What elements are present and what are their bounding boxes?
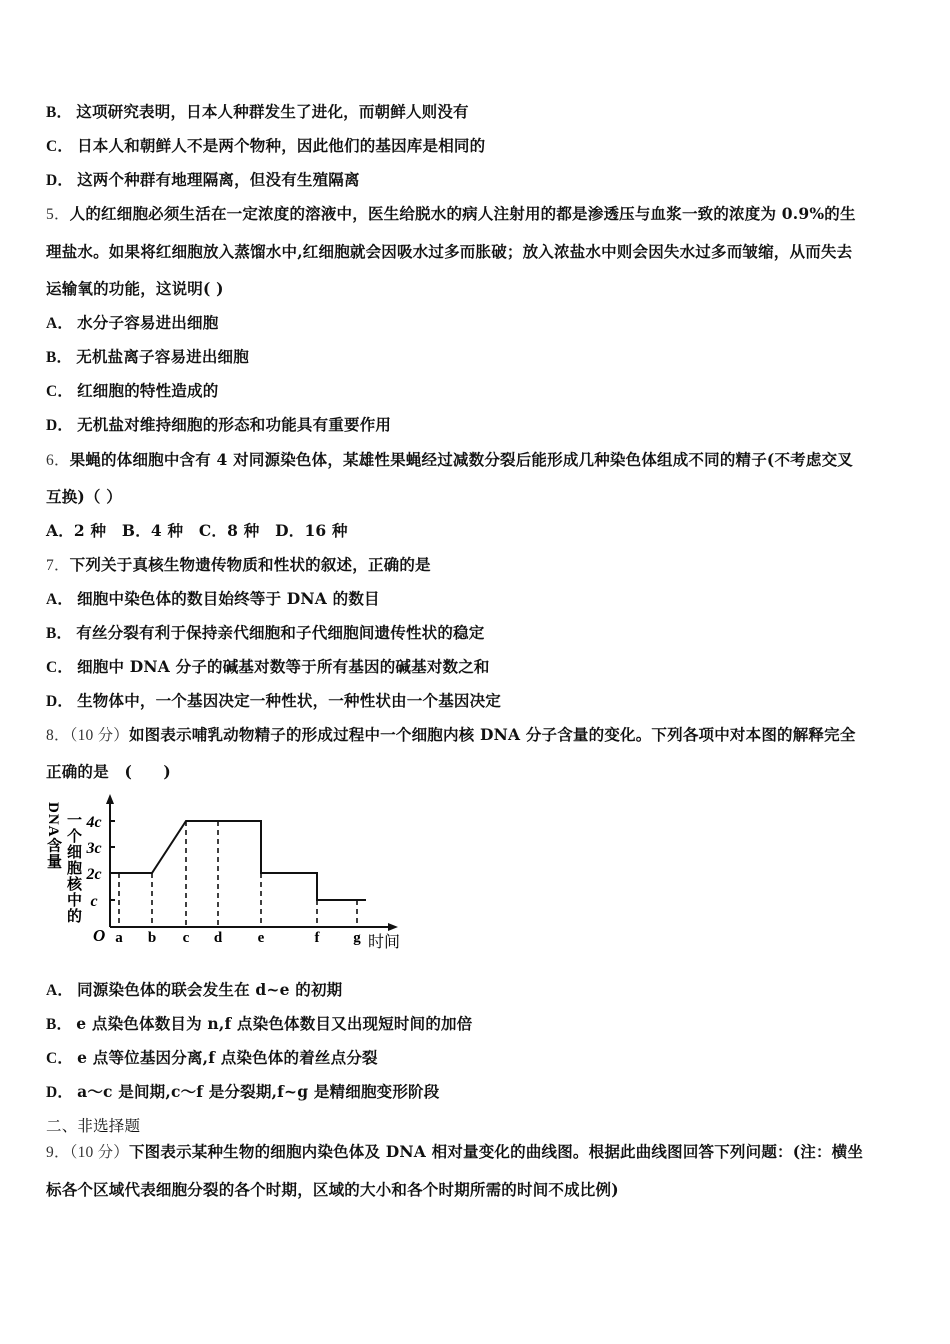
option-text: 无机盐离子容易进出细胞 bbox=[76, 347, 249, 366]
q7-option-d bbox=[46, 691, 501, 712]
option-text: 同源染色体的联会发生在 d~e 的初期 bbox=[77, 980, 343, 999]
y-axis-label bbox=[45, 802, 83, 924]
y-axis-arrow-icon bbox=[106, 794, 114, 804]
option-text: a～c 是间期,c～f 是分裂期,f~g 是精细胞变形阶段 bbox=[77, 1082, 440, 1101]
option-label: C． bbox=[46, 383, 74, 400]
options-inline: A．2 种 B．4 种 C．8 种 D．16 种 bbox=[46, 521, 348, 540]
q8-option-a bbox=[46, 980, 342, 1001]
question-number: 9． bbox=[46, 1144, 70, 1161]
q5-option-b bbox=[46, 347, 249, 368]
option-label: B． bbox=[46, 625, 73, 642]
question-text: 果蝇的体细胞中含有 4 对同源染色体，某雄性果蝇经过减数分裂后能形成几种染色体组成不同的精子(不考虑交叉 bbox=[69, 450, 853, 469]
q5-stem-line-3 bbox=[46, 279, 224, 299]
svg-text:2c: 2c bbox=[86, 866, 102, 883]
svg-text:d: d bbox=[213, 930, 223, 946]
q4-option-c bbox=[46, 136, 485, 157]
q8-option-c bbox=[46, 1048, 378, 1069]
option-text: e 点染色体数目为 n,f 点染色体数目又出现短时间的加倍 bbox=[76, 1014, 473, 1033]
y-axis-label-col1: 一个细胞核中的 bbox=[65, 812, 81, 924]
q5-stem-line-1 bbox=[46, 204, 856, 225]
y-tick-labels bbox=[85, 814, 101, 910]
svg-text:a: a bbox=[115, 930, 123, 946]
option-text: 无机盐对维持细胞的形态和功能具有重要作用 bbox=[77, 415, 392, 434]
origin-label: O bbox=[93, 926, 106, 945]
q8-option-d bbox=[46, 1082, 439, 1103]
option-label: A． bbox=[46, 315, 74, 332]
q7-option-c bbox=[46, 657, 490, 678]
question-score: （10 分） bbox=[69, 727, 129, 744]
question-number: 8． bbox=[46, 727, 70, 744]
x-tick-labels bbox=[115, 930, 361, 946]
q8-stem-line-2 bbox=[46, 762, 171, 782]
q6-options bbox=[46, 521, 348, 541]
q7-option-b bbox=[46, 623, 484, 644]
q6-stem-line-1 bbox=[46, 450, 853, 471]
option-text: 有丝分裂有利于保持亲代细胞和子代细胞间遗传性状的稳定 bbox=[76, 623, 485, 642]
q5-stem-line-2 bbox=[46, 242, 852, 262]
option-text: 红细胞的特性造成的 bbox=[77, 381, 219, 400]
svg-text:b: b bbox=[147, 930, 157, 946]
option-label: C． bbox=[46, 138, 74, 155]
option-label: D． bbox=[46, 693, 74, 710]
option-label: D． bbox=[46, 172, 74, 189]
option-text: 细胞中染色体的数目始终等于 DNA 的数目 bbox=[77, 589, 380, 608]
q7-option-a bbox=[46, 589, 380, 610]
q4-option-b bbox=[46, 102, 469, 123]
option-label: C． bbox=[46, 659, 74, 676]
question-number: 5． bbox=[46, 206, 70, 223]
option-text: 这两个种群有地理隔离，但没有生殖隔离 bbox=[77, 170, 360, 189]
question-number: 6． bbox=[46, 452, 70, 469]
option-label: A． bbox=[46, 982, 74, 999]
x-axis-label: 时间 bbox=[368, 934, 401, 951]
option-text: 这项研究表明，日本人种群发生了进化，而朝鲜人则没有 bbox=[76, 102, 469, 121]
dna-content-chart bbox=[40, 790, 410, 955]
section-title: 二、非选择题 bbox=[46, 1117, 141, 1135]
question-text: 下图表示某种生物的细胞内染色体及 DNA 相对量变化的曲线图。根据此曲线图回答下列问题：(注：横坐 bbox=[128, 1142, 864, 1161]
option-text: 生物体中，一个基因决定一种性状，一种性状由一个基因决定 bbox=[77, 691, 501, 710]
option-label: C． bbox=[46, 1050, 74, 1067]
q8-stem-line-1 bbox=[46, 725, 856, 746]
option-label: A． bbox=[46, 591, 74, 608]
q9-stem-line-2 bbox=[46, 1180, 619, 1200]
option-text: 水分子容易进出细胞 bbox=[77, 313, 219, 332]
question-text: 标各个区域代表细胞分裂的各个时期，区域的大小和各个时期所需的时间不成比例) bbox=[46, 1180, 619, 1199]
q9-stem-line-1 bbox=[46, 1142, 863, 1163]
q8-option-b bbox=[46, 1014, 472, 1035]
option-label: D． bbox=[46, 417, 74, 434]
dashed-guides bbox=[119, 821, 357, 927]
svg-text:4c: 4c bbox=[86, 814, 102, 831]
svg-text:c: c bbox=[182, 930, 190, 946]
question-text: 互换)（ ） bbox=[46, 487, 122, 506]
svg-text:3c: 3c bbox=[86, 840, 102, 857]
question-text: 如图表示哺乳动物精子的形成过程中一个细胞内核 DNA 分子含量的变化。下列各项中对本图的解释完全 bbox=[128, 725, 856, 744]
question-score: （10 分） bbox=[69, 1144, 129, 1161]
svg-text:g: g bbox=[353, 930, 361, 946]
svg-text:e: e bbox=[257, 930, 265, 946]
q6-stem-line-2 bbox=[46, 487, 122, 507]
option-label: B． bbox=[46, 1016, 73, 1033]
q7-stem bbox=[46, 555, 431, 576]
dna-content-curve bbox=[110, 821, 366, 900]
svg-text:f: f bbox=[314, 930, 320, 946]
x-axis-arrow-icon bbox=[388, 923, 398, 931]
question-text: 下列关于真核生物遗传物质和性状的叙述，正确的是 bbox=[69, 555, 431, 574]
question-text: 人的红细胞必须生活在一定浓度的溶液中，医生给脱水的病人注射用的都是渗透压与血浆一致的浓度为 0.9%的生 bbox=[69, 204, 856, 223]
option-text: 日本人和朝鲜人不是两个物种，因此他们的基因库是相同的 bbox=[77, 136, 486, 155]
question-text: 运输氧的功能，这说明( ) bbox=[46, 279, 224, 298]
axes bbox=[110, 800, 392, 927]
q5-option-d bbox=[46, 415, 391, 436]
option-label: B． bbox=[46, 104, 73, 121]
option-text: e 点等位基因分离,f 点染色体的着丝点分裂 bbox=[77, 1048, 378, 1067]
option-label: D． bbox=[46, 1084, 74, 1101]
q5-option-a bbox=[46, 313, 218, 334]
question-text: 理盐水。如果将红细胞放入蒸馏水中,红细胞就会因吸水过多而胀破；放入浓盐水中则会因失水过多而皱缩，从而失去 bbox=[46, 242, 853, 261]
y-axis-label-col2: DNA含量 bbox=[45, 802, 61, 870]
option-label: B． bbox=[46, 349, 73, 366]
option-text: 细胞中 DNA 分子的碱基对数等于所有基因的碱基对数之和 bbox=[77, 657, 490, 676]
q5-option-c bbox=[46, 381, 218, 402]
question-number: 7． bbox=[46, 557, 70, 574]
question-text: 正确的是 ( ) bbox=[46, 762, 171, 781]
svg-text:c: c bbox=[90, 893, 98, 910]
q4-option-d bbox=[46, 170, 360, 191]
